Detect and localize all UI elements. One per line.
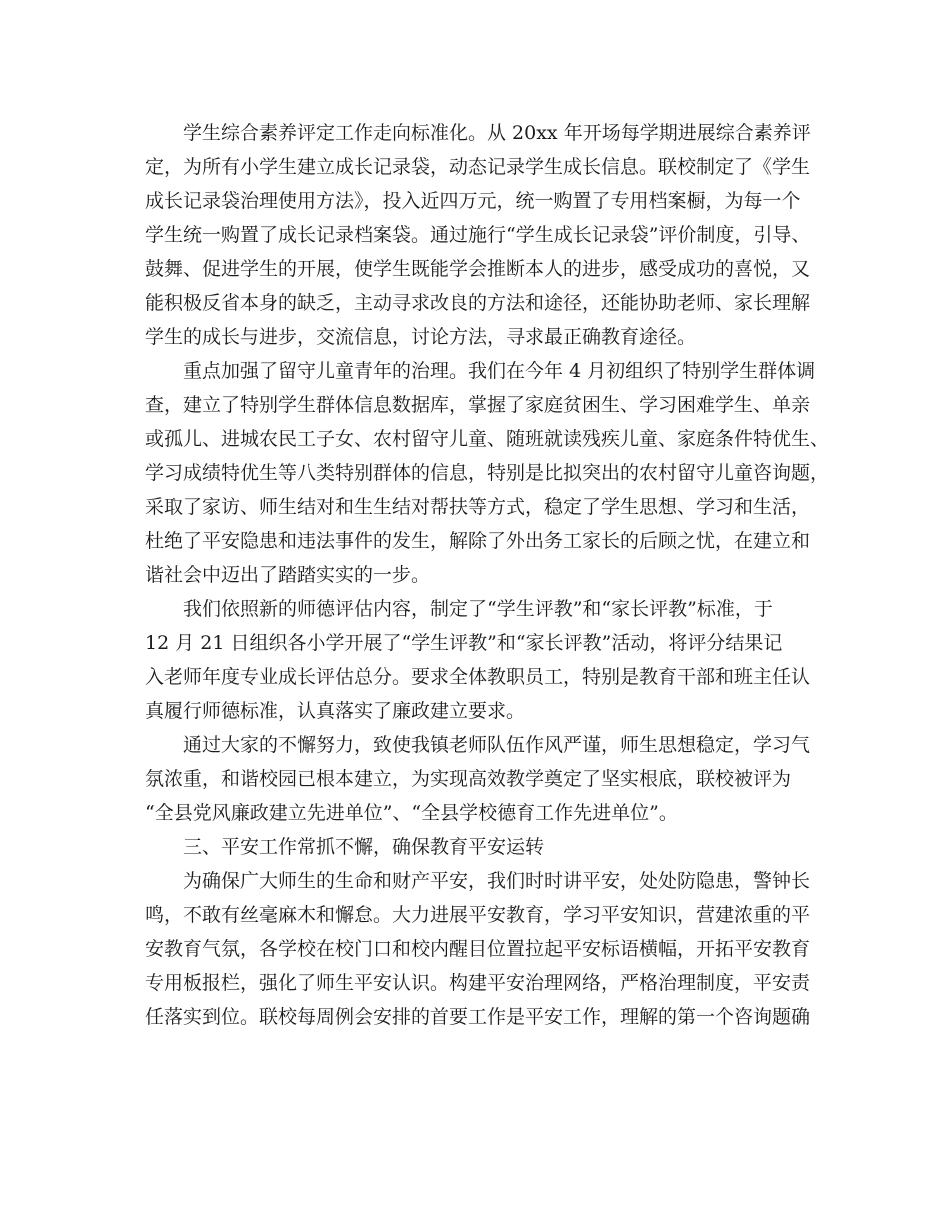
paragraph-line: 学习成绩特优生等八类特别群体的信息，特别是比拟突出的农村留守儿童咨询题，: [145, 462, 830, 484]
paragraph-line: “全县党风廉政建立先进单位”、“全县学校德育工作先进单位”。: [145, 802, 678, 824]
paragraph-line: 学生的成长与进步，交流信息，讨论方法，寻求最正确教育途径。: [145, 326, 697, 348]
paragraph-line: 重点加强了留守儿童青年的治理。我们在今年 4 月初组织了特别学生群体调: [183, 360, 816, 382]
paragraph-line: 成长记录袋治理使用方法》，投入近四万元，统一购置了专用档案橱，为每一个: [145, 190, 801, 212]
paragraph-line: 谐社会中迈出了踏踏实实的一步。: [145, 564, 431, 586]
paragraph-line: 安教育气氛，各学校在校门口和校内醒目位置拉起平安标语横幅，开拓平安教育: [145, 938, 811, 960]
paragraph-line: 杜绝了平安隐患和违法事件的发生，解除了外出务工家长的后顾之忧，在建立和: [145, 530, 811, 552]
paragraph-line: 鸣，不敢有丝毫麻木和懈怠。大力进展平安教育，学习平安知识，营建浓重的平: [145, 904, 811, 926]
paragraph-line: 我们依照新的师德评估内容，制定了“学生评教”和“家长评教”标准，于: [183, 598, 773, 620]
paragraph-line: 12 月 21 日组织各小学开展了“学生评教”和“家长评教”活动，将评分结果记: [145, 632, 783, 654]
paragraph-line: 能积极反省本身的缺乏，主动寻求改良的方法和途径，还能协助老师、家长理解: [145, 292, 811, 314]
paragraph-line: 为确保广大师生的生命和财产平安，我们时时讲平安，处处防隐患，警钟长: [183, 870, 811, 892]
paragraph-line: 通过大家的不懈努力，致使我镇老师队伍作风严谨，师生思想稳定，学习气: [183, 734, 811, 756]
paragraph-line: 氛浓重，和谐校园已根本建立，为实现高效教学奠定了坚实根底，联校被评为: [145, 768, 792, 790]
paragraph-line: 查，建立了特别学生群体信息数据库，掌握了家庭贫困生、学习困难学生、单亲: [145, 394, 811, 416]
paragraph-line: 或孤儿、进城农民工子女、农村留守儿童、随班就读残疾儿童、家庭条件特优生、: [145, 428, 830, 450]
paragraph-line: 任落实到位。联校每周例会安排的首要工作是平安工作，理解的第一个咨询题确: [145, 1006, 811, 1028]
section-heading: 三、平安工作常抓不懈，确保教育平安运转: [183, 836, 545, 858]
paragraph-line: 定，为所有小学生建立成长记录袋，动态记录学生成长信息。联校制定了《学生: [145, 156, 811, 178]
paragraph-line: 真履行师德标准，认真落实了廉政建立要求。: [145, 700, 526, 722]
paragraph-line: 入老师年度专业成长评估总分。要求全体教职员工，特别是教育干部和班主任认: [145, 666, 811, 688]
paragraph-line: 学生统一购置了成长记录档案袋。通过施行“学生成长记录袋”评价制度，引导、: [145, 224, 811, 246]
paragraph-line: 专用板报栏，强化了师生平安认识。构建平安治理网络，严格治理制度，平安责: [145, 972, 811, 994]
paragraph-line: 鼓舞、促进学生的开展，使学生既能学会推断本人的进步，感受成功的喜悦，又: [145, 258, 811, 280]
paragraph-line: 采取了家访、师生结对和生生结对帮扶等方式，稳定了学生思想、学习和生活，: [145, 496, 811, 518]
paragraph-line: 学生综合素养评定工作走向标准化。从 20xx 年开场每学期进展综合素养评: [183, 122, 811, 144]
